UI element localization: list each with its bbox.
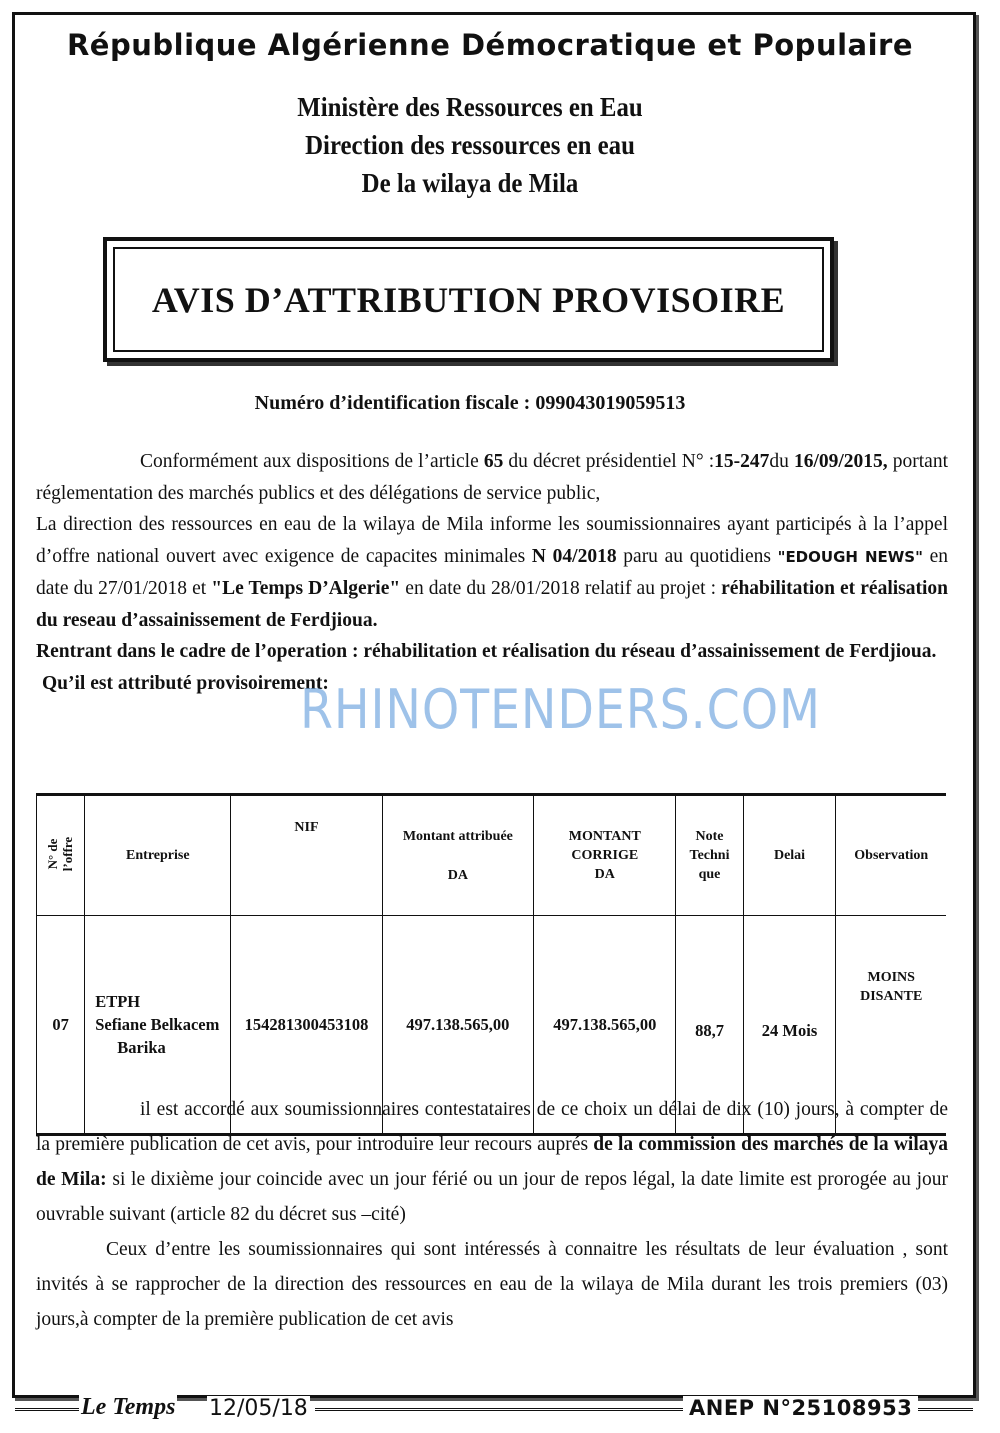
tender-text-a: La direction des ressources en eau de la wilaya de Mila informe les soumissionnaires ayant participés à la l’appel d’offre national ouvert avec exigence de capacites minimales [36,514,948,567]
entreprise-line3: Barika [117,1038,166,1057]
corrige-header-l2: CORRIGE [571,848,639,863]
col-entreprise: Entreprise [85,795,231,916]
cell-delai: 24 Mois [743,916,836,1135]
col-offer-number [37,795,85,916]
col-montant [382,795,534,916]
cell-montant: 497.138.565,00 [382,916,534,1135]
notice-title: AVIS D’ATTRIBUTION PROVISOIRE [151,279,786,320]
decree-text-c: du décret présidentiel N° : [503,451,715,472]
note-header-l1: Note [695,829,724,844]
attribution-lead: Qu’il est attributé provisoirement: [42,672,329,694]
tender-text-e: en date du 27/01/2018 et [36,545,949,599]
publication-date: 12/05/18 [209,1396,308,1421]
montant-header-l1: Montant attribuée [402,828,513,844]
intro-paragraph-decree [36,446,948,509]
title-box [103,237,834,362]
note-header-l2: Techni [689,848,730,863]
corrige-header-l3: DA [594,867,615,882]
intro-paragraph-tender [36,509,948,636]
decree-date: 16/09/2015, [793,451,888,472]
tender-text-g: en date du 28/01/2018 relatif au projet : [400,578,722,599]
article-number: 65 [483,451,504,472]
commission-name: de la commission des marchés de la wilaya de Mila: [36,1134,948,1190]
footer-rule-right [915,1408,973,1411]
ministry-header [65,88,875,202]
republic-heading: République Algérienne Démocratique et Populaire [66,28,914,62]
anep-number: ANEP N°25108953 [683,1396,918,1420]
corrige-header-l1: MONTANT [568,829,641,844]
footer [15,1394,975,1428]
decree-text-e: du [769,451,794,472]
closing-section [36,1092,948,1337]
watermark: RHINOTENDERS.COM [300,678,821,741]
table-header-row [37,795,947,916]
cell-offer-number: 07 [37,916,85,1135]
fiscal-id-line: Numéro d’identification fiscale : 099043019059513 [254,392,686,414]
ministry-name: Ministère des Ressources en Eau [297,92,643,122]
recourse-text-a: il est accordé aux soumissionnaires contestataires de ce choix un délai de dix (10) jours, à compter de la première publication de cet avis, pour introduire leur recours auprés [36,1099,948,1155]
col-delai: Delai [743,795,836,916]
newspaper-edough: "EDOUGH NEWS" [777,547,923,566]
offer-header-l1: N° de [45,838,61,870]
decree-text-g: portant réglementation des marchés publics et des délégations de service public, [36,451,949,504]
newspaper-le-temps: "Le Temps D’Algerie" [211,578,401,599]
offer-number-header [46,837,76,871]
footer-rule-middle [315,1408,683,1411]
entreprise-line2: Sefiane Belkacem [95,1015,220,1034]
footer-rule-left [15,1408,79,1411]
closing-paragraph-results: Ceux d’entre les soumissionnaires qui sont intéressés à connaitre les résultats de leur évaluation , sont invités à se rapprocher de la direction des ressources en eau de la wilaya de Mila durant les trois premiers (03) jours,à compter de la première publication de cet avis [36,1239,948,1330]
cell-note-technique: 88,7 [676,916,743,1135]
recourse-text-c: si le dixième jour coincide avec un jour férié ou un jour de repos légal, la date limite est prorogée au jour ouvrable suivant (article 82 du décret sus –cité) [36,1169,949,1225]
award-table [36,793,946,1136]
observation-line2: DISANTE [860,989,923,1004]
tender-text-c: paru au quotidiens [616,545,778,567]
montant-header-l2: DA [447,867,468,883]
newspaper-name: Le Temps [81,1394,176,1420]
col-montant-corrige [534,795,676,916]
cell-nif: 154281300453108 [231,916,382,1135]
decree-number: 15-247 [714,451,770,472]
col-nif: NIF [231,795,382,916]
observation-line1: MOINS [867,970,915,985]
entreprise-line1: ETPH [95,992,141,1011]
operation-paragraph: Rentrant dans le cadre de l’operation : réhabilitation et réalisation du réseau d’assainissement de Ferdjioua. [36,641,937,662]
decree-text-a: Conformément aux dispositions de l’article [140,451,484,472]
col-observation: Observation [836,795,946,916]
offer-header-l2: l’offre [60,836,76,872]
closing-paragraph-recourse [36,1092,948,1232]
note-header-l3: que [698,867,721,882]
tender-number: N 04/2018 [531,545,617,567]
wilaya-name: De la wilaya de Mila [361,168,579,198]
intro-section [36,446,948,699]
project-name: réhabilitation et réalisation du reseau d’assainissement de Ferdjioua. [36,578,948,631]
title-inner-frame [113,247,824,352]
col-note-technique [676,795,743,916]
direction-name: Direction des ressources en eau [305,130,635,160]
cell-montant-corrige: 497.138.565,00 [534,916,676,1135]
